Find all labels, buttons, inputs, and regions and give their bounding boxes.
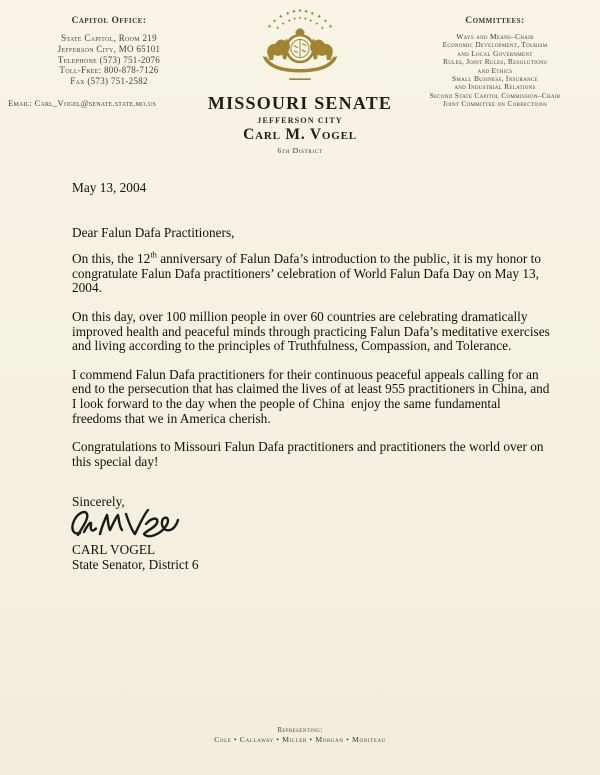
senator-name: Carl M. Vogel bbox=[243, 126, 357, 143]
signature-icon bbox=[66, 502, 198, 550]
representing-label: Representing: bbox=[277, 727, 323, 734]
paragraph-line: this special day! bbox=[72, 453, 159, 469]
paragraph-4 bbox=[72, 439, 544, 469]
paragraph-line: 2004. bbox=[72, 280, 102, 296]
paragraph-2 bbox=[72, 308, 550, 354]
organization-name: MISSOURI SENATE bbox=[207, 93, 393, 113]
paragraph-line bbox=[72, 249, 542, 267]
organization-city: JEFFERSON CITY bbox=[257, 116, 343, 125]
letter-date: May 13, 2004 bbox=[72, 180, 147, 195]
signature-printed-name: CARL VOGEL bbox=[72, 541, 156, 557]
committee-line: Rules, Joint Rules, Resolutions bbox=[443, 57, 547, 67]
paragraph-3 bbox=[72, 366, 550, 426]
capitol-office-block bbox=[4, 16, 214, 87]
capitol-office-line: Fax (573) 751-2582 bbox=[70, 76, 148, 87]
letter-body bbox=[72, 180, 550, 572]
senator-district: 6th District bbox=[277, 146, 323, 155]
salutation: Dear Falun Dafa Practitioners, bbox=[72, 224, 235, 240]
capitol-office-line: Toll-Free: 800-878-7126 bbox=[59, 65, 159, 76]
text-run: anniversary of Falun Dafa’s introduction to the public, it is my honor to bbox=[156, 251, 542, 267]
handwritten-signature bbox=[72, 510, 534, 542]
committee-line: and Local Government bbox=[457, 48, 533, 58]
committee-line: Small Business, Insurance bbox=[452, 74, 538, 84]
text-run: On this, the 12 bbox=[72, 251, 151, 267]
paragraph-line: improved health and peaceful minds through practicing Falun Dafa’s meditative exercises bbox=[72, 323, 550, 339]
paragraph-line: and living according to the principles of Truthfulness, Compassion, and Tolerance. bbox=[72, 338, 512, 354]
paragraph-1 bbox=[72, 249, 542, 296]
committee-line: and Ethics bbox=[477, 65, 513, 75]
closing: Sincerely, bbox=[72, 494, 125, 510]
paragraph-line: Congratulations to Missouri Falun Dafa practitioners and practitioners the world over on bbox=[72, 439, 544, 455]
email-line: Email: Carl_Vogel@senate.state.mo.us bbox=[8, 98, 157, 108]
superscript-th: th bbox=[150, 249, 157, 260]
paragraph-line: congratulate Falun Dafa practitioners’ celebration of World Falun Dafa Day on May 13, bbox=[72, 265, 539, 281]
capitol-office-line: Jefferson City, MO 65101 bbox=[57, 43, 161, 54]
paragraph-line: I commend Falun Dafa practitioners for their continuous peaceful appeals calling for an bbox=[72, 366, 539, 382]
signature-title: State Senator, District 6 bbox=[72, 556, 199, 572]
missouri-state-seal-icon bbox=[254, 7, 346, 87]
counties-list: Cole • Callaway • Miller • Morgan • Moniteau bbox=[214, 735, 386, 744]
footer bbox=[0, 727, 600, 745]
capitol-office-title: Capitol Office: bbox=[71, 16, 147, 26]
capitol-office-line: Telephone (573) 751-2076 bbox=[57, 54, 161, 65]
committee-line: Ways and Means–Chair bbox=[456, 32, 534, 41]
paragraph-line: end to the persecution that has claimed the lives of at least 955 practitioners in China, and bbox=[72, 381, 550, 397]
paragraph-line: On this day, over 100 million people in over 60 countries are celebrating dramatically bbox=[72, 308, 528, 324]
paragraph-line: freedoms that we in America cherish. bbox=[72, 410, 271, 426]
capitol-office-line: State Capitol, Room 219 bbox=[61, 33, 157, 43]
committee-line: Second State Capitol Commission–Chair bbox=[429, 90, 561, 100]
committee-line: and Industrial Relations bbox=[454, 82, 536, 92]
committees-title: Committees: bbox=[465, 16, 525, 26]
paragraph-line: I look forward to the day when the people of China enjoy the same fundamental bbox=[72, 395, 501, 411]
committee-line: Economic Development, Tourism bbox=[442, 40, 548, 50]
committee-line: Joint Committee on Corrections bbox=[442, 99, 548, 109]
